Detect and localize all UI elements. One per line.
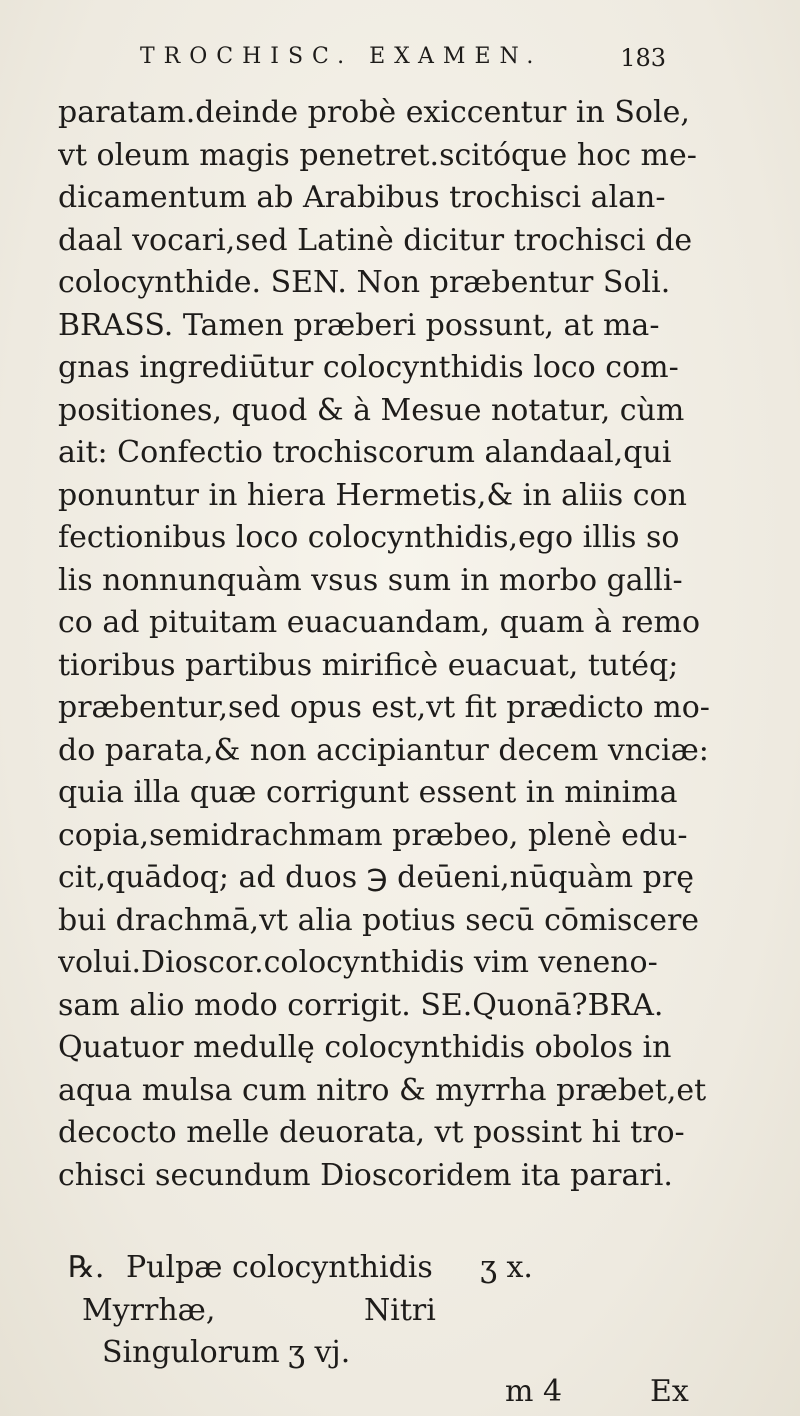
text-line: copia,semidrachmam præbeo, plenè edu- bbox=[58, 817, 688, 853]
body-text bbox=[58, 92, 748, 1197]
recipe-line bbox=[58, 1290, 748, 1333]
recipe-ingredient: Pulpæ colocynthidis bbox=[126, 1250, 433, 1285]
text-line: aqua mulsa cum nitro & myrrha præbet,et bbox=[58, 1072, 707, 1108]
recipe-symbol: ℞. bbox=[68, 1250, 105, 1285]
recipe-line bbox=[58, 1247, 748, 1290]
signature-mark: m 4 bbox=[505, 1374, 563, 1409]
text-line: tioribus partibus mirificè euacuat, tutéq; bbox=[58, 647, 679, 683]
text-line: colocynthide. SEN. Non præbentur Soli. bbox=[58, 265, 671, 300]
text-line: do parata,& non accipiantur decem vnciæ: bbox=[58, 732, 709, 768]
text-line: decocto melle deuorata, vt possint hi tro- bbox=[58, 1115, 685, 1150]
text-line: bui drachmā,vt alia potius secū cōmiscere bbox=[58, 902, 700, 938]
text-line: co ad pituitam euacuandam, quam à remo bbox=[58, 605, 701, 640]
text-line: ponuntur in hiera Hermetis,& in aliis con bbox=[58, 477, 687, 513]
recipe-quantity: ʒ vj. bbox=[288, 1335, 351, 1370]
recipe-ingredient: Nitri bbox=[364, 1292, 436, 1328]
text-line: Quatuor medullę colocynthidis obolos in bbox=[58, 1030, 672, 1065]
catchword: Ex bbox=[650, 1374, 689, 1409]
recipe-quantity: ʒ x. bbox=[480, 1250, 533, 1285]
text-line: chisci secundum Dioscoridem ita parari. bbox=[58, 1157, 673, 1193]
text-line: cit,quādoq; ad duos ℈ deūeni,nūquàm prę bbox=[58, 860, 694, 895]
text-line: ait: Confectio trochiscorum alandaal,qui bbox=[58, 435, 672, 470]
page-number: 183 bbox=[620, 44, 666, 72]
text-line: dicamentum ab Arabibus trochisci alan- bbox=[58, 180, 666, 215]
text-line: sam alio modo corrigit. SE.Quonā?BRA. bbox=[58, 987, 664, 1023]
text-line: vt oleum magis penetret.scitóque hoc me- bbox=[58, 137, 697, 173]
text-line: gnas ingrediūtur colocynthidis loco com- bbox=[58, 350, 679, 385]
text-line: quia illa quæ corrigunt essent in minima bbox=[58, 775, 678, 810]
recipe-ingredient: Myrrhæ, bbox=[82, 1292, 216, 1328]
text-line: daal vocari,sed Latinè dicitur trochisci de bbox=[58, 222, 693, 258]
text-line: fectionibus loco colocynthidis,ego illis so bbox=[58, 520, 680, 555]
recipe bbox=[58, 1247, 748, 1375]
page-footer bbox=[0, 1374, 800, 1416]
text-line: BRASS. Tamen præberi possunt, at ma- bbox=[58, 307, 660, 343]
page-header bbox=[140, 44, 666, 84]
text-line: positiones, quod & à Mesue notatur, cùm bbox=[58, 392, 685, 428]
running-title: TROCHISC. EXAMEN. bbox=[140, 44, 543, 69]
text-line: volui.Dioscor.colocynthidis vim veneno- bbox=[58, 945, 658, 980]
recipe-ingredient: Singulorum bbox=[102, 1335, 280, 1370]
text-line: præbentur,sed opus est,vt fit prædicto mo- bbox=[58, 690, 710, 725]
text-line: lis nonnunquàm vsus sum in morbo galli- bbox=[58, 562, 683, 598]
text-line: paratam.deinde probè exiccentur in Sole, bbox=[58, 95, 690, 130]
recipe-line bbox=[58, 1332, 748, 1375]
